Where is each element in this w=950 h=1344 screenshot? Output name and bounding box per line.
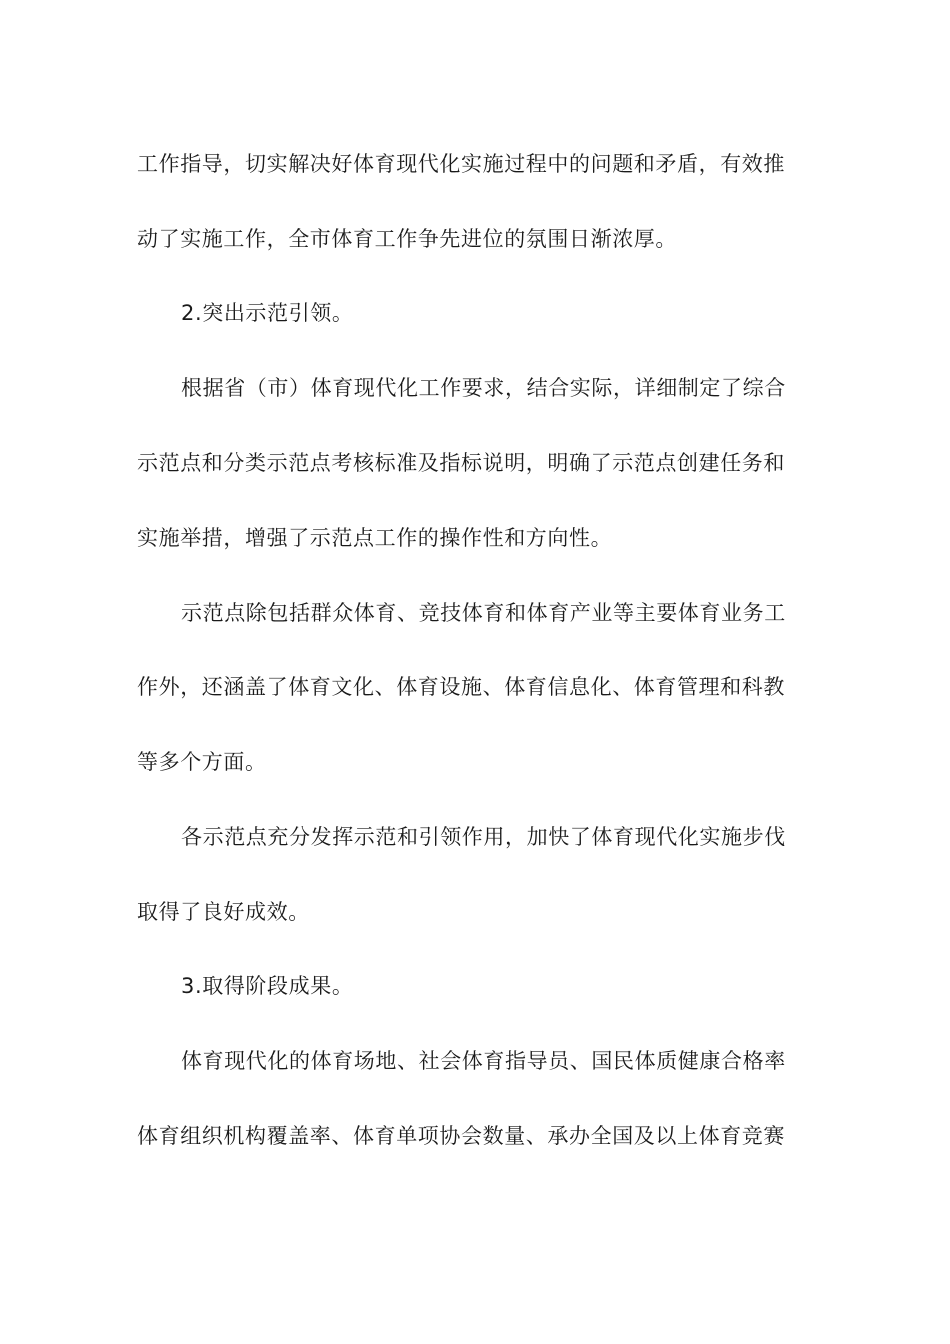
text-line-4: 根据省（市）体育现代化工作要求，结合实际，详细制定了综合 (181, 376, 786, 400)
text-line-13: 体育现代化的体育场地、社会体育指导员、国民体质健康合格率 (181, 1049, 786, 1073)
section-heading-2: 2.突出示范引领。 (181, 301, 354, 325)
text-line-9: 等多个方面。 (137, 750, 267, 774)
text-line-7: 示范点除包括群众体育、竞技体育和体育产业等主要体育业务工 (181, 601, 786, 625)
text-line-5: 示范点和分类示范点考核标准及指标说明，明确了示范点创建任务和 (137, 451, 785, 475)
text-line-10: 各示范点充分发挥示范和引领作用，加快了体育现代化实施步伐 (181, 825, 786, 849)
text-line-2: 动了实施工作，全市体育工作争先进位的氛围日渐浓厚。 (137, 227, 677, 251)
section-heading-3: 3.取得阶段成果。 (181, 974, 354, 998)
text-line-11: 取得了良好成效。 (137, 900, 310, 924)
text-line-6: 实施举措，增强了示范点工作的操作性和方向性。 (137, 526, 613, 550)
text-line-14: 体育组织机构覆盖率、体育单项协会数量、承办全国及以上体育竞赛 (137, 1124, 785, 1148)
text-line-1: 工作指导，切实解决好体育现代化实施过程中的问题和矛盾，有效推 (137, 152, 785, 176)
text-line-8: 作外，还涵盖了体育文化、体育设施、体育信息化、体育管理和科教 (137, 675, 785, 699)
